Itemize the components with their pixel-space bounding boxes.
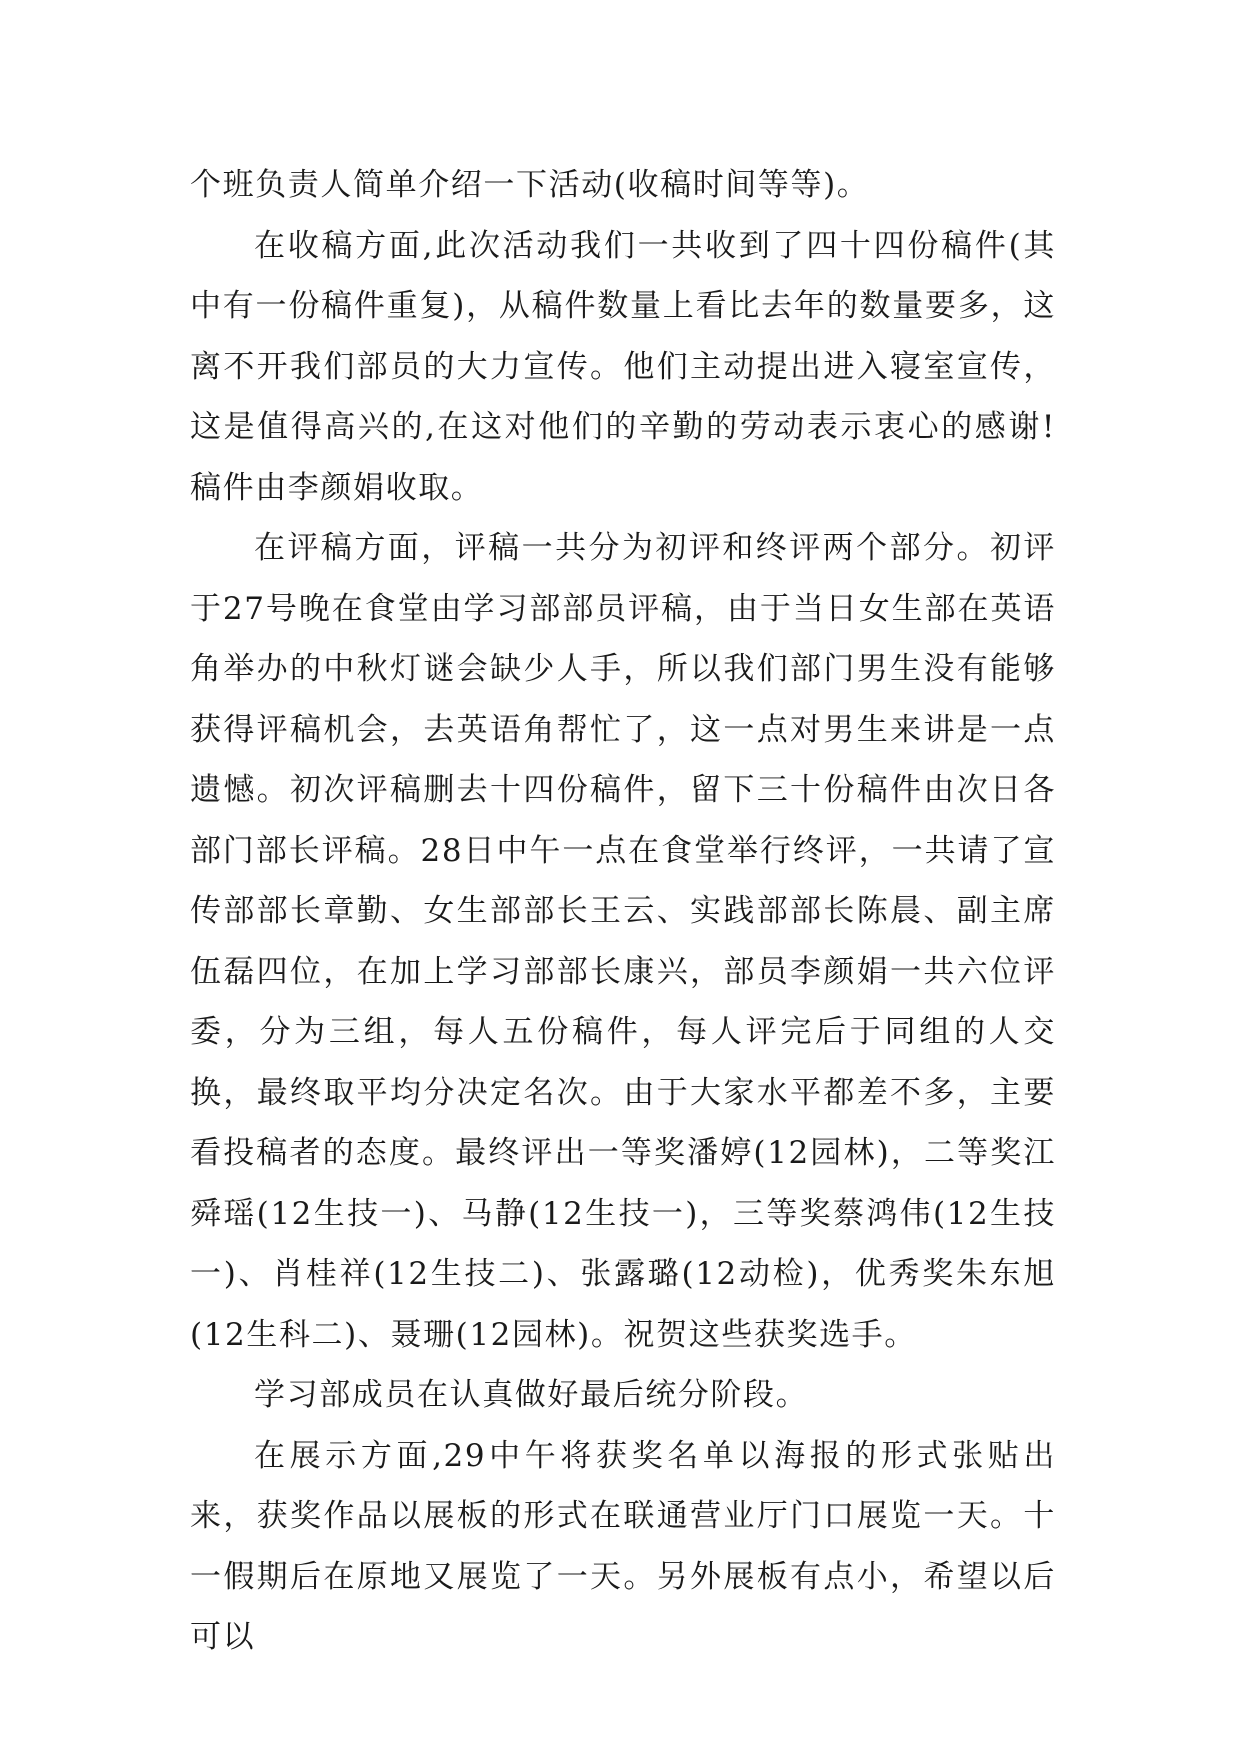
document-page bbox=[190, 155, 1056, 1668]
paragraph-judging: 在评稿方面，评稿一共分为初评和终评两个部分。初评于27号晚在食堂由学习部部员评稿，由于当日女生部在英语角举办的中秋灯谜会缺少人手，所以我们部门男生没有能够获得评稿机会，去英语角帮忙了，这一点对男生来讲是一点遗憾。初次评稿删去十四份稿件，留下三十份稿件由次日各部门部长评稿。28日中午一点在食堂举行终评，一共请了宣传部部长章勤、女生部部长王云、实践部部长陈晨、副主席伍磊四位，在加上学习部部长康兴，部员李颜娟一共六位评委，分为三组，每人五份稿件，每人评完后于同组的人交换，最终取平均分决定名次。由于大家水平都差不多，主要看投稿者的态度。最终评出一等奖潘婷(12园林)，二等奖江舜瑶(12生技一)、马静(12生技一)，三等奖蔡鸿伟(12生技一)、肖桂祥(12生技二)、张露璐(12动检)，优秀奖朱东旭(12生科二)、聂珊(12园林)。祝贺这些获奖选手。 bbox=[190, 530, 1056, 1353]
paragraph-submissions: 在收稿方面,此次活动我们一共收到了四十四份稿件(其中有一份稿件重复)，从稿件数量上看比去年的数量要多，这离不开我们部员的大力宣传。他们主动提出进入寝室宣传，这是值得高兴的,在这对他们的辛勤的劳动表示衷心的感谢!稿件由李颜娟收取。 bbox=[190, 227, 1056, 506]
paragraph-exhibition: 在展示方面,29中午将获奖名单以海报的形式张贴出来，获奖作品以展板的形式在联通营业厅门口展览一天。十一假期后在原地又展览了一天。另外展板有点小，希望以后可以 bbox=[190, 1437, 1056, 1655]
paragraph-scoring: 学习部成员在认真做好最后统分阶段。 bbox=[254, 1377, 809, 1413]
paragraph-continuation: 个班负责人简单介绍一下活动(收稿时间等等)。 bbox=[190, 167, 870, 203]
